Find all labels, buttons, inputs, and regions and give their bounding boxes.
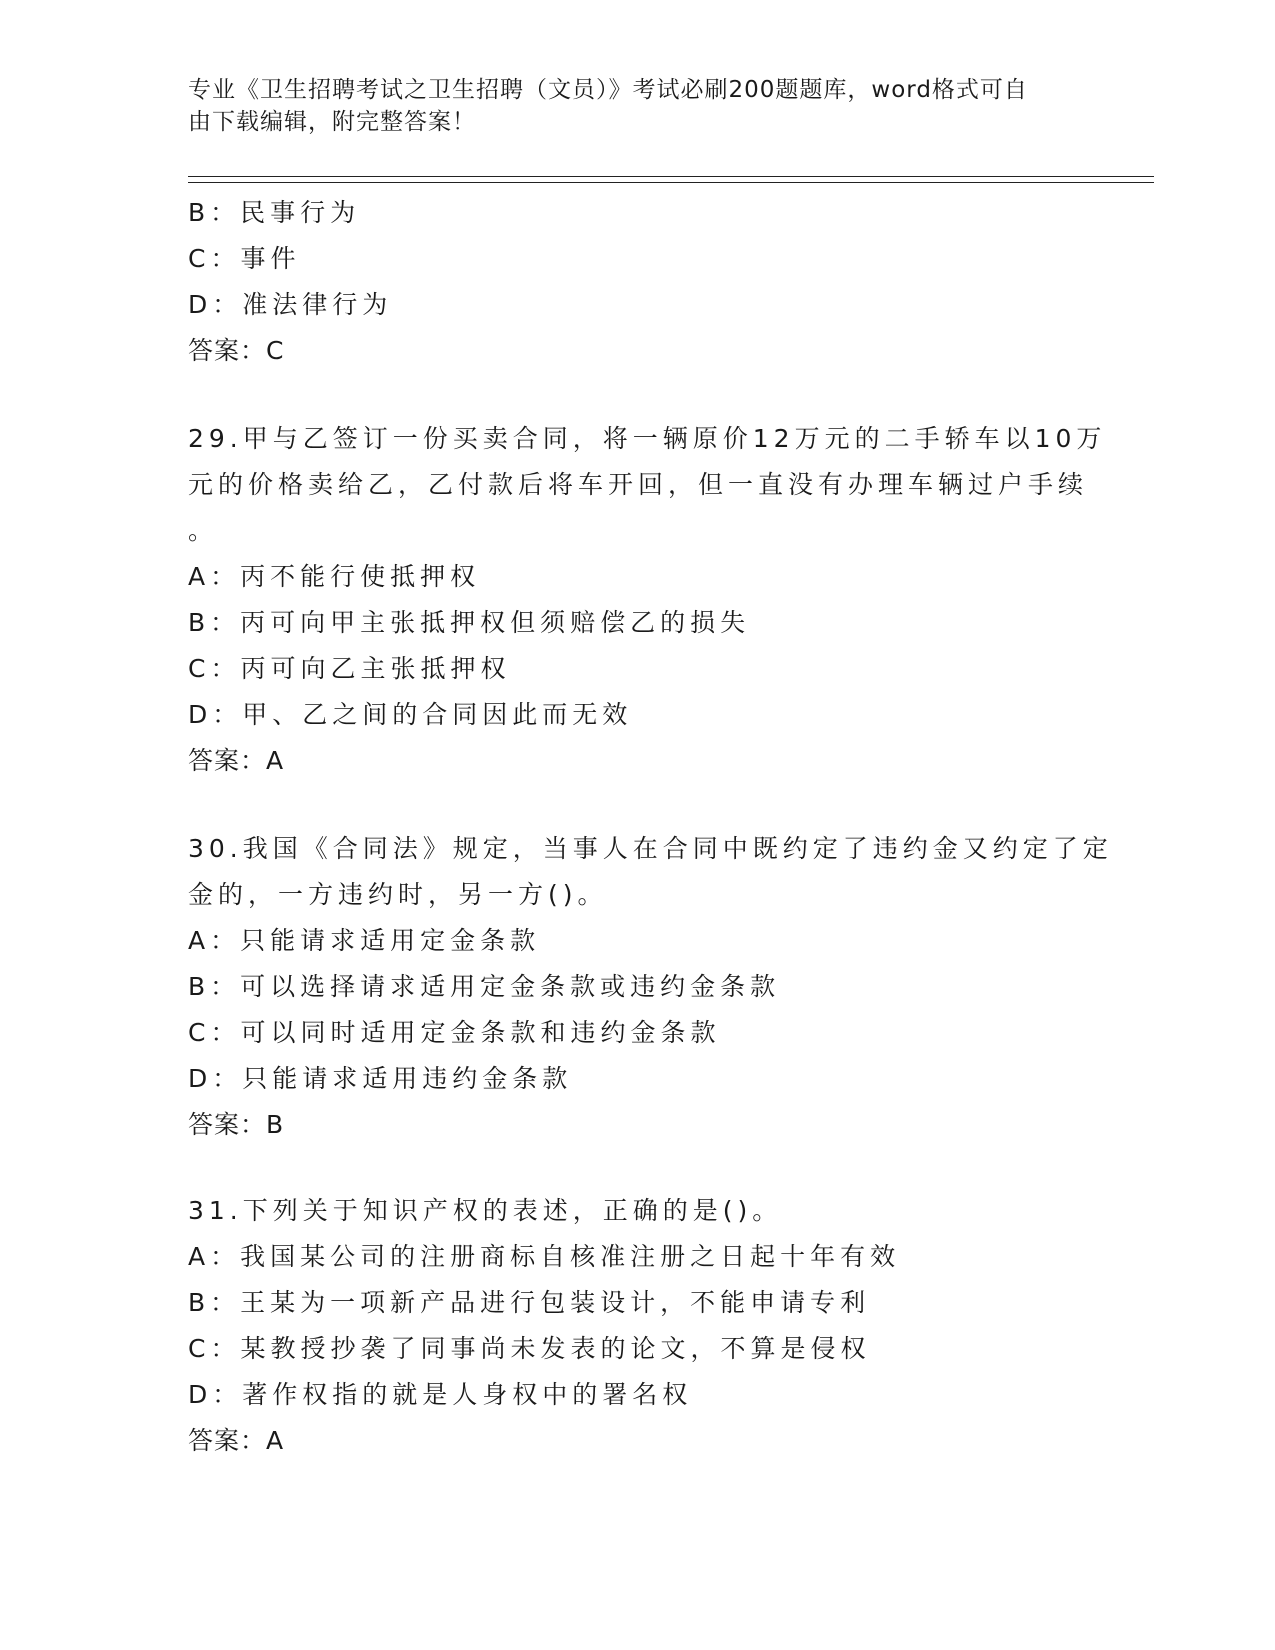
answer: 答案：A — [188, 1426, 285, 1455]
question-30 — [188, 826, 1113, 1148]
question-31 — [188, 1188, 1088, 1464]
question-stem: 31.下列关于知识产权的表述，正确的是()。 — [188, 1196, 783, 1225]
document-header — [188, 74, 1088, 138]
option-c: C：可以同时适用定金条款和违约金条款 — [188, 1018, 721, 1047]
option-c: C：丙可向乙主张抵押权 — [188, 654, 511, 683]
question-stem: 30.我国《合同法》规定，当事人在合同中既约定了违约金又约定了定 — [188, 834, 1113, 863]
option-d: D：甲、乙之间的合同因此而无效 — [188, 700, 633, 729]
question-29 — [188, 416, 1107, 784]
option-d: D：只能请求适用违约金条款 — [188, 1064, 573, 1093]
header-line-2: 由下载编辑，附完整答案！ — [188, 109, 476, 135]
option-d: D：准法律行为 — [188, 290, 393, 319]
option-b: B：丙可向甲主张抵押权但须赔偿乙的损失 — [188, 608, 751, 637]
option-b: B：王某为一项新产品进行包装设计，不能申请专利 — [188, 1288, 871, 1317]
answer: 答案：A — [188, 746, 285, 775]
question-stem: 元的价格卖给乙，乙付款后将车开回，但一直没有办理车辆过户手续 — [188, 470, 1089, 499]
header-divider-bottom — [188, 182, 1154, 183]
question-28-continued — [188, 190, 1088, 374]
option-a: A：我国某公司的注册商标自核准注册之日起十年有效 — [188, 1242, 901, 1271]
option-b: B：可以选择请求适用定金条款或违约金条款 — [188, 972, 781, 1001]
option-a: A：丙不能行使抵押权 — [188, 562, 481, 591]
option-b: B：民事行为 — [188, 198, 361, 227]
option-a: A：只能请求适用定金条款 — [188, 926, 541, 955]
header-divider-top — [188, 176, 1154, 177]
option-c: C：事件 — [188, 244, 301, 273]
question-list — [188, 190, 1113, 1464]
question-stem: 金的，一方违约时，另一方()。 — [188, 880, 608, 909]
answer: 答案：C — [188, 336, 285, 365]
answer: 答案：B — [188, 1110, 285, 1139]
question-stem: 。 — [188, 516, 219, 545]
header-line-1: 专业《卫生招聘考试之卫生招聘（文员）》考试必刷200题题库，word格式可自 — [188, 77, 1028, 103]
question-stem: 29.甲与乙签订一份买卖合同，将一辆原价12万元的二手轿车以10万 — [188, 424, 1107, 453]
option-c: C：某教授抄袭了同事尚未发表的论文，不算是侵权 — [188, 1334, 871, 1363]
option-d: D：著作权指的就是人身权中的署名权 — [188, 1380, 693, 1409]
